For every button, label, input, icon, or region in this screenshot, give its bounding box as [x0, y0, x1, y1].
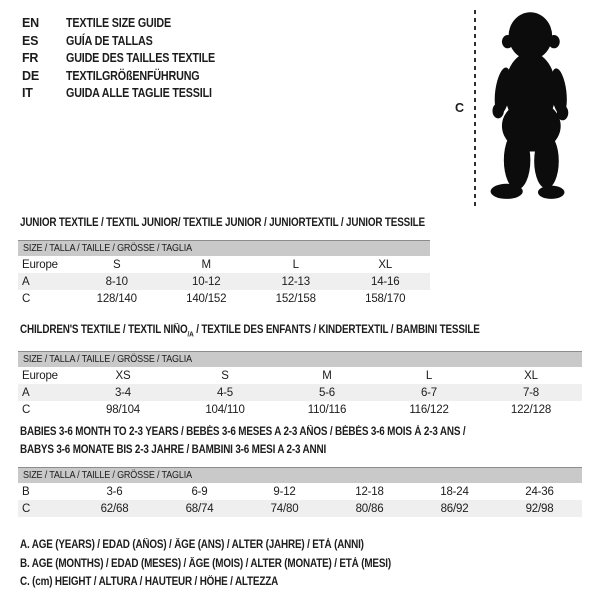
size-cell: 98/104	[106, 403, 140, 416]
size-cell: 140/152	[186, 292, 227, 305]
footnote: A. AGE (YEARS) / EDAD (AÑOS) / ÂGE (ANS) / ALTER (JAHRE) / ETÀ (ANNI)	[20, 539, 364, 551]
size-header-text: SIZE / TALLA / TAILLE / GRÖSSE / TAGLIA	[23, 469, 192, 481]
table-row-europe	[18, 256, 430, 273]
language-row	[22, 85, 239, 103]
table-title-line: CHILDREN'S TEXTILE / TEXTIL $NIÑO_{/A}$ / TEXTILE DES ENFANTS / KINDERTEXTIL / BAMBINI TESSILE	[20, 324, 480, 339]
table-row-a	[18, 273, 430, 290]
table-title	[20, 321, 582, 343]
language-guide	[22, 15, 239, 103]
size-cell: 10-12	[192, 275, 221, 288]
size-header-bar	[18, 240, 430, 256]
size-header-text: SIZE / TALLA / TAILLE / GRÖSSE / TAGLIA	[23, 242, 192, 254]
size-cell: L	[292, 258, 299, 271]
language-title: GUÍA DE TALLAS	[66, 33, 153, 48]
language-row	[22, 33, 239, 51]
language-title: TEXTILE SIZE GUIDE	[66, 16, 172, 30]
size-cell: 128/140	[96, 292, 137, 305]
size-cell: 68/74	[185, 502, 214, 515]
table-title-line: BABYS 3-6 MONATE BIS 2-3 JAHRE / BAMBINI 3-6 MESI A 2-3 ANNI	[20, 444, 327, 456]
size-cell: XL	[524, 369, 538, 382]
row-label: Europe	[22, 258, 58, 271]
row-label: C	[22, 292, 31, 305]
size-cell: 5-6	[318, 386, 336, 399]
toddler-silhouette-icon	[483, 7, 573, 208]
row-label: C	[22, 403, 31, 416]
size-cell: 116/122	[409, 403, 449, 416]
size-cell: 9-12	[273, 485, 296, 498]
language-code: ES	[22, 33, 39, 48]
height-measure-label: C	[455, 101, 464, 115]
language-code: FR	[22, 51, 39, 65]
size-header-bar	[18, 467, 582, 483]
size-cell: M	[201, 258, 211, 271]
table-row-a	[18, 384, 582, 401]
size-cell: 24-36	[525, 485, 554, 498]
size-cell: 8-10	[105, 275, 128, 288]
size-cell: 122/128	[510, 403, 552, 416]
size-cell: M	[322, 369, 332, 382]
size-cell: 92/98	[525, 502, 554, 515]
language-code: DE	[22, 68, 39, 83]
language-row	[22, 15, 239, 33]
row-label: A	[22, 275, 30, 288]
size-cell: 3-4	[114, 386, 132, 399]
row-label: C	[22, 502, 31, 515]
size-cell: 18-24	[440, 485, 469, 498]
size-cell: XS	[115, 369, 131, 382]
language-title: GUIDA ALLE TAGLIE TESSILI	[66, 86, 212, 100]
language-title: TEXTILGRÖßENFÜHRUNG	[66, 68, 200, 83]
size-cell: S	[221, 369, 229, 382]
toddler-silhouette-shape	[491, 12, 570, 199]
size-cell: 158/170	[365, 292, 406, 305]
row-label: A	[22, 386, 30, 399]
size-cell: 12-18	[355, 485, 384, 498]
table-title-line: BABIES 3-6 MONTH TO 2-3 YEARS / BEBÉS 3-6 MESES A 2-3 AÑOS / BÉBÉS 3-6 MOIS À 2-3 ANS /	[20, 426, 466, 438]
size-cell: 104/110	[205, 403, 245, 416]
size-cell: 6-7	[420, 386, 438, 399]
language-code: EN	[22, 16, 39, 30]
table-title	[20, 214, 430, 232]
table-title	[20, 423, 582, 459]
size-cell: 6-9	[191, 485, 208, 498]
size-cell: 4-5	[216, 386, 234, 399]
language-row	[22, 50, 239, 68]
language-code: IT	[22, 86, 33, 100]
table-row-b	[18, 483, 582, 500]
height-measure-dashed-line	[474, 10, 476, 207]
footnote: B. AGE (MONTHS) / EDAD (MESES) / ÂGE (MOIS) / ALTER (MONATE) / ETÀ (MESI)	[20, 557, 391, 570]
footnote: C. (cm) HEIGHT / ALTURA / HAUTEUR / HÖHE / ALTEZZA	[20, 576, 279, 588]
table-row-c	[18, 290, 430, 307]
size-cell: XL	[378, 258, 393, 271]
table-row-c	[18, 401, 582, 418]
babies-size-table	[18, 423, 582, 517]
size-cell: 3-6	[106, 485, 123, 498]
size-cell: L	[425, 369, 433, 382]
size-cell: 12-13	[281, 275, 310, 288]
table-row-c	[18, 500, 582, 517]
size-cell: 110/116	[307, 403, 347, 416]
size-cell: 62/68	[100, 502, 129, 515]
table-row-europe	[18, 367, 582, 384]
size-cell: 14-16	[371, 275, 400, 288]
size-cell: 7-8	[522, 386, 540, 399]
language-row	[22, 68, 239, 86]
language-title: GUIDE DES TAILLES TEXTILE	[66, 51, 216, 65]
size-cell: 74/80	[270, 502, 299, 515]
size-cell: 80/86	[355, 502, 384, 515]
table-title-line: JUNIOR TEXTILE / TEXTIL JUNIOR/ TEXTILE JUNIOR / JUNIORTEXTIL / JUNIOR TESSILE	[20, 217, 425, 229]
junior-size-table	[18, 214, 430, 307]
row-label: B	[22, 485, 30, 498]
footnotes	[20, 536, 451, 592]
size-header-bar	[18, 351, 582, 367]
size-cell: 152/158	[275, 292, 316, 305]
children-size-table	[18, 321, 582, 418]
size-cell: 86/92	[440, 502, 469, 515]
row-label: Europe	[22, 369, 58, 382]
size-header-text: SIZE / TALLA / TAILLE / GRÖSSE / TAGLIA	[23, 353, 192, 366]
size-cell: S	[113, 258, 121, 271]
